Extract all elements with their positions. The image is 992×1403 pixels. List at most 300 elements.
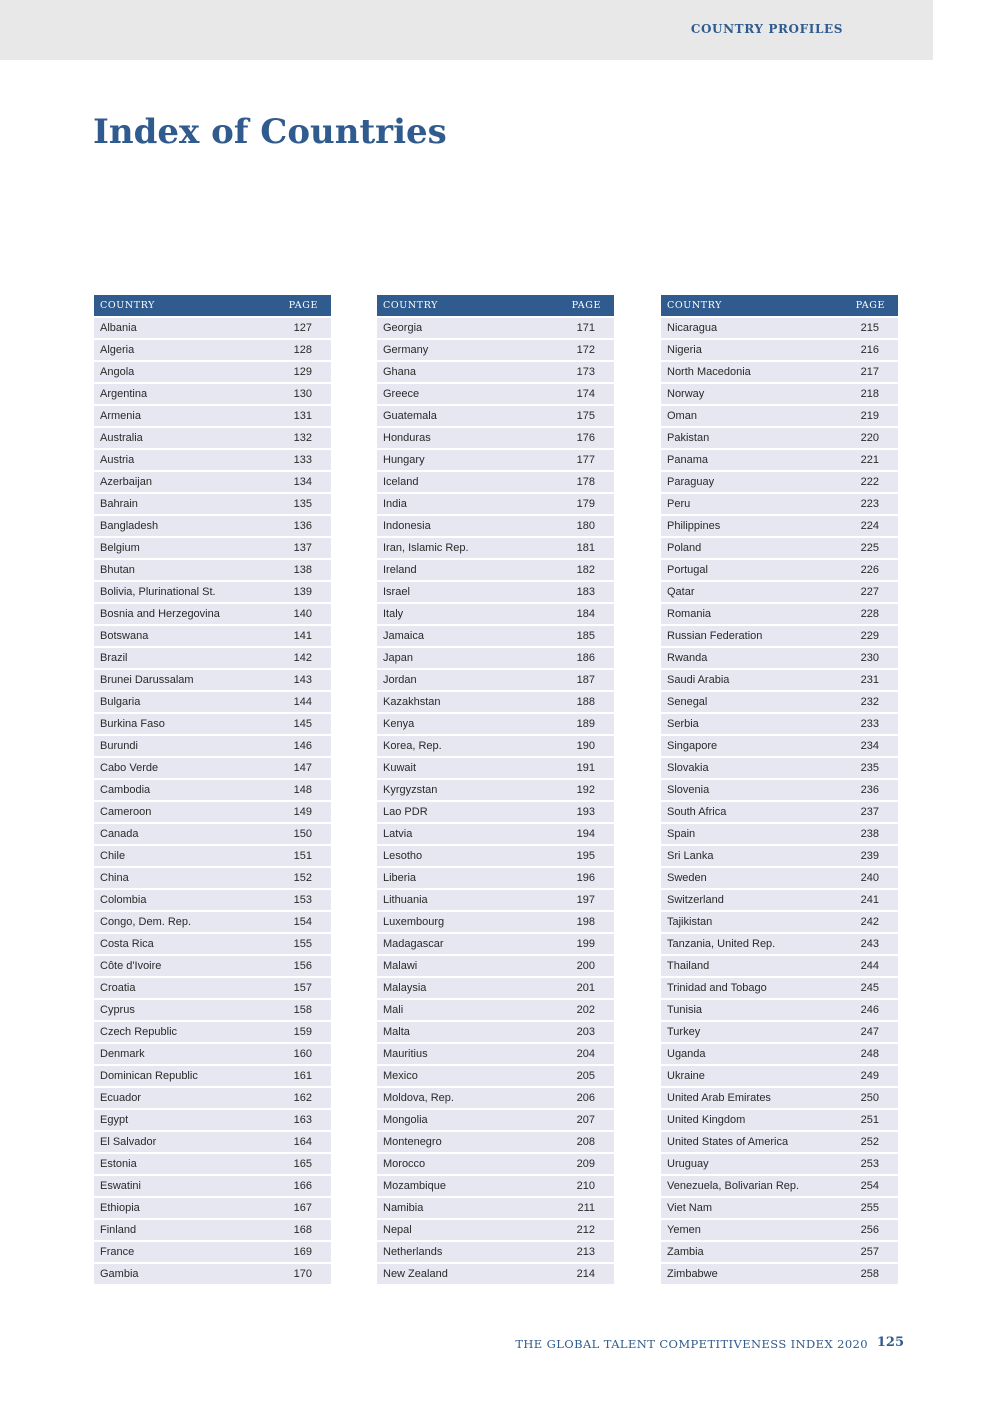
country-name: Tanzania, United Rep. (661, 933, 836, 955)
table-row (377, 647, 614, 669)
table-header-row (377, 295, 614, 317)
country-name: Liberia (377, 867, 552, 889)
country-name: Serbia (661, 713, 836, 735)
table-row (661, 735, 898, 757)
page-number: 256 (836, 1219, 898, 1241)
country-name: Argentina (94, 383, 269, 405)
country-column-header: COUNTRY (661, 295, 836, 317)
page-number: 183 (552, 581, 614, 603)
page-number: 148 (269, 779, 331, 801)
page-number: 205 (552, 1065, 614, 1087)
country-name: Moldova, Rep. (377, 1087, 552, 1109)
page-number: 200 (552, 955, 614, 977)
country-name: Bahrain (94, 493, 269, 515)
table-row (661, 537, 898, 559)
table-row (94, 933, 331, 955)
table-row (377, 515, 614, 537)
country-name: Norway (661, 383, 836, 405)
page-number: 240 (836, 867, 898, 889)
table-row (94, 691, 331, 713)
table-row (661, 405, 898, 427)
country-name: Jamaica (377, 625, 552, 647)
page-number: 254 (836, 1175, 898, 1197)
country-name: Romania (661, 603, 836, 625)
table-row (94, 823, 331, 845)
table-row (377, 1131, 614, 1153)
footer-publication-title: THE GLOBAL TALENT COMPETITIVENESS INDEX 2020 (515, 1337, 868, 1351)
table-row (94, 581, 331, 603)
page-number: 127 (269, 317, 331, 339)
section-label: COUNTRY PROFILES (690, 22, 843, 36)
country-name: Ghana (377, 361, 552, 383)
country-name: Honduras (377, 427, 552, 449)
country-name: Namibia (377, 1197, 552, 1219)
country-name: Latvia (377, 823, 552, 845)
table-row (377, 999, 614, 1021)
table-row (94, 515, 331, 537)
page-number: 133 (269, 449, 331, 471)
page-number: 243 (836, 933, 898, 955)
country-name: Greece (377, 383, 552, 405)
table-row (661, 1153, 898, 1175)
country-name: Singapore (661, 735, 836, 757)
page-number: 143 (269, 669, 331, 691)
country-name: Bangladesh (94, 515, 269, 537)
table-row (661, 1087, 898, 1109)
footer-page-number: 125 (876, 1335, 904, 1350)
table-row (661, 647, 898, 669)
page-number: 129 (269, 361, 331, 383)
country-name: United Arab Emirates (661, 1087, 836, 1109)
table-row (661, 427, 898, 449)
country-name: Kyrgyzstan (377, 779, 552, 801)
table-row (94, 1087, 331, 1109)
country-name: Pakistan (661, 427, 836, 449)
country-name: Cambodia (94, 779, 269, 801)
page-number: 139 (269, 581, 331, 603)
page-number: 204 (552, 1043, 614, 1065)
country-name: El Salvador (94, 1131, 269, 1153)
table-row (377, 1241, 614, 1263)
country-name: Eswatini (94, 1175, 269, 1197)
table-row (94, 713, 331, 735)
country-name: Belgium (94, 537, 269, 559)
country-name: Tajikistan (661, 911, 836, 933)
country-name: Georgia (377, 317, 552, 339)
country-name: Zambia (661, 1241, 836, 1263)
page-number: 227 (836, 581, 898, 603)
table-row (94, 867, 331, 889)
page-number: 180 (552, 515, 614, 537)
page-number: 246 (836, 999, 898, 1021)
page-number: 249 (836, 1065, 898, 1087)
page-column-header: PAGE (269, 295, 331, 317)
country-name: Egypt (94, 1109, 269, 1131)
table-row (94, 471, 331, 493)
country-name: Portugal (661, 559, 836, 581)
page-number: 145 (269, 713, 331, 735)
page-number: 231 (836, 669, 898, 691)
country-name: Côte d'Ivoire (94, 955, 269, 977)
country-name: Zimbabwe (661, 1263, 836, 1284)
page-number: 185 (552, 625, 614, 647)
table-row (377, 581, 614, 603)
table-row (661, 845, 898, 867)
page-number: 255 (836, 1197, 898, 1219)
table-row (661, 1241, 898, 1263)
country-name: Bosnia and Herzegovina (94, 603, 269, 625)
page-number: 208 (552, 1131, 614, 1153)
page-number: 169 (269, 1241, 331, 1263)
page-number: 179 (552, 493, 614, 515)
country-name: North Macedonia (661, 361, 836, 383)
country-name: Germany (377, 339, 552, 361)
page-number: 238 (836, 823, 898, 845)
country-name: Malaysia (377, 977, 552, 999)
table-row (661, 955, 898, 977)
country-name: Mali (377, 999, 552, 1021)
table-row (661, 449, 898, 471)
table-row (661, 801, 898, 823)
page-number: 225 (836, 537, 898, 559)
country-name: Russian Federation (661, 625, 836, 647)
table-row (94, 779, 331, 801)
country-name: Paraguay (661, 471, 836, 493)
country-name: Chile (94, 845, 269, 867)
page-number: 177 (552, 449, 614, 471)
country-name: Estonia (94, 1153, 269, 1175)
country-name: Trinidad and Tobago (661, 977, 836, 999)
page-number: 153 (269, 889, 331, 911)
country-name: Mozambique (377, 1175, 552, 1197)
table-row (94, 339, 331, 361)
page-number: 159 (269, 1021, 331, 1043)
page-number: 244 (836, 955, 898, 977)
table-row (661, 603, 898, 625)
country-name: India (377, 493, 552, 515)
table-row (377, 1153, 614, 1175)
table-row (94, 449, 331, 471)
country-name: Cabo Verde (94, 757, 269, 779)
page-number: 181 (552, 537, 614, 559)
table-row (94, 977, 331, 999)
table-row (94, 559, 331, 581)
page-number: 219 (836, 405, 898, 427)
country-name: Italy (377, 603, 552, 625)
country-name: Czech Republic (94, 1021, 269, 1043)
table-row (661, 867, 898, 889)
country-name: Mexico (377, 1065, 552, 1087)
page-number: 151 (269, 845, 331, 867)
page-number: 174 (552, 383, 614, 405)
page-number: 214 (552, 1263, 614, 1284)
table-row (661, 1065, 898, 1087)
country-name: Jordan (377, 669, 552, 691)
table-row (94, 1109, 331, 1131)
table-row (377, 1065, 614, 1087)
page-number: 178 (552, 471, 614, 493)
table-row (661, 361, 898, 383)
country-index-table-3 (661, 295, 898, 1284)
country-name: Congo, Dem. Rep. (94, 911, 269, 933)
table-row (377, 537, 614, 559)
table-row (377, 1263, 614, 1284)
page-number: 142 (269, 647, 331, 669)
country-name: Bhutan (94, 559, 269, 581)
country-name: Panama (661, 449, 836, 471)
page-number: 188 (552, 691, 614, 713)
table-row (377, 845, 614, 867)
table-row (661, 317, 898, 339)
table-body (661, 317, 898, 1284)
page-number: 199 (552, 933, 614, 955)
page-number: 206 (552, 1087, 614, 1109)
table-row (661, 1109, 898, 1131)
page-number: 197 (552, 889, 614, 911)
country-name: Colombia (94, 889, 269, 911)
page-number: 128 (269, 339, 331, 361)
table-row (661, 999, 898, 1021)
table-row (377, 449, 614, 471)
country-name: Algeria (94, 339, 269, 361)
table-row (377, 317, 614, 339)
table-row (661, 1197, 898, 1219)
page-number: 192 (552, 779, 614, 801)
table-row (94, 1065, 331, 1087)
country-name: Cyprus (94, 999, 269, 1021)
country-name: Slovenia (661, 779, 836, 801)
table-row (377, 867, 614, 889)
country-name: Japan (377, 647, 552, 669)
table-row (377, 383, 614, 405)
country-name: New Zealand (377, 1263, 552, 1284)
country-name: Armenia (94, 405, 269, 427)
country-index-table-1 (94, 295, 331, 1284)
table-row (661, 339, 898, 361)
page-number: 216 (836, 339, 898, 361)
country-name: Lithuania (377, 889, 552, 911)
page-number: 140 (269, 603, 331, 625)
page-number: 163 (269, 1109, 331, 1131)
page-number: 239 (836, 845, 898, 867)
table-body (377, 317, 614, 1284)
header-band (0, 0, 933, 60)
page-number: 146 (269, 735, 331, 757)
table-row (661, 757, 898, 779)
table-row (94, 647, 331, 669)
page-number: 230 (836, 647, 898, 669)
table-row (377, 493, 614, 515)
country-name: Israel (377, 581, 552, 603)
page-number: 250 (836, 1087, 898, 1109)
table-row (94, 1263, 331, 1284)
table-row (661, 713, 898, 735)
country-name: Kenya (377, 713, 552, 735)
country-name: Montenegro (377, 1131, 552, 1153)
table-row (377, 1197, 614, 1219)
page-number: 258 (836, 1263, 898, 1284)
table-row (377, 779, 614, 801)
page-number: 162 (269, 1087, 331, 1109)
page-number: 132 (269, 427, 331, 449)
country-name: Viet Nam (661, 1197, 836, 1219)
page-number: 135 (269, 493, 331, 515)
table-row (94, 889, 331, 911)
country-name: Iran, Islamic Rep. (377, 537, 552, 559)
table-row (94, 845, 331, 867)
page-number: 172 (552, 339, 614, 361)
page-number: 229 (836, 625, 898, 647)
page-number: 189 (552, 713, 614, 735)
table-row (377, 977, 614, 999)
table-row (661, 779, 898, 801)
page-number: 173 (552, 361, 614, 383)
table-row (661, 1175, 898, 1197)
page-number: 167 (269, 1197, 331, 1219)
page-number: 150 (269, 823, 331, 845)
country-name: Spain (661, 823, 836, 845)
page-number: 212 (552, 1219, 614, 1241)
table-row (661, 493, 898, 515)
country-name: Malawi (377, 955, 552, 977)
table-row (377, 559, 614, 581)
table-row (94, 625, 331, 647)
country-name: Philippines (661, 515, 836, 537)
page-number: 196 (552, 867, 614, 889)
country-name: Poland (661, 537, 836, 559)
page-number: 251 (836, 1109, 898, 1131)
country-name: Thailand (661, 955, 836, 977)
country-name: Kuwait (377, 757, 552, 779)
page-number: 190 (552, 735, 614, 757)
page-number: 131 (269, 405, 331, 427)
page-number: 201 (552, 977, 614, 999)
table-row (377, 1175, 614, 1197)
table-body (94, 317, 331, 1284)
country-name: Brazil (94, 647, 269, 669)
page-number: 218 (836, 383, 898, 405)
country-name: Madagascar (377, 933, 552, 955)
table-row (661, 581, 898, 603)
country-name: Mongolia (377, 1109, 552, 1131)
page-number: 134 (269, 471, 331, 493)
table-row (377, 1043, 614, 1065)
page-number: 166 (269, 1175, 331, 1197)
page-column-header: PAGE (836, 295, 898, 317)
country-name: Burkina Faso (94, 713, 269, 735)
page-number: 168 (269, 1219, 331, 1241)
table-row (661, 383, 898, 405)
country-name: Finland (94, 1219, 269, 1241)
table-row (661, 889, 898, 911)
table-row (377, 1021, 614, 1043)
table-row (94, 493, 331, 515)
country-name: Mauritius (377, 1043, 552, 1065)
page-number: 237 (836, 801, 898, 823)
table-row (94, 427, 331, 449)
country-name: Lesotho (377, 845, 552, 867)
country-name: Yemen (661, 1219, 836, 1241)
country-column-header: COUNTRY (377, 295, 552, 317)
table-row (94, 405, 331, 427)
country-name: Bulgaria (94, 691, 269, 713)
page-number: 203 (552, 1021, 614, 1043)
page-number: 234 (836, 735, 898, 757)
table-row (661, 1021, 898, 1043)
country-name: Oman (661, 405, 836, 427)
table-row (377, 405, 614, 427)
table-row (94, 537, 331, 559)
country-name: Cameroon (94, 801, 269, 823)
country-name: Azerbaijan (94, 471, 269, 493)
page-number: 157 (269, 977, 331, 999)
country-name: Guatemala (377, 405, 552, 427)
table-row (661, 471, 898, 493)
page-number: 171 (552, 317, 614, 339)
table-row (94, 911, 331, 933)
country-name: Denmark (94, 1043, 269, 1065)
page-number: 252 (836, 1131, 898, 1153)
page-number: 138 (269, 559, 331, 581)
country-name: Korea, Rep. (377, 735, 552, 757)
country-name: Ukraine (661, 1065, 836, 1087)
country-name: Luxembourg (377, 911, 552, 933)
country-name: Ethiopia (94, 1197, 269, 1219)
country-name: Ecuador (94, 1087, 269, 1109)
country-name: Nicaragua (661, 317, 836, 339)
table-row (661, 515, 898, 537)
table-row (377, 1219, 614, 1241)
page-number: 224 (836, 515, 898, 537)
country-name: Saudi Arabia (661, 669, 836, 691)
table-row (377, 1087, 614, 1109)
page-number: 241 (836, 889, 898, 911)
table-row (94, 383, 331, 405)
country-name: Lao PDR (377, 801, 552, 823)
page-number: 149 (269, 801, 331, 823)
page-title: Index of Countries (93, 112, 447, 152)
page-number: 182 (552, 559, 614, 581)
page-number: 193 (552, 801, 614, 823)
table-row (661, 911, 898, 933)
table-row (377, 1109, 614, 1131)
table-row (377, 735, 614, 757)
country-name: Gambia (94, 1263, 269, 1284)
table-row (377, 603, 614, 625)
page-number: 170 (269, 1263, 331, 1284)
table-row (661, 977, 898, 999)
table-row (94, 801, 331, 823)
table-row (661, 559, 898, 581)
page-number: 160 (269, 1043, 331, 1065)
country-name: South Africa (661, 801, 836, 823)
country-name: Albania (94, 317, 269, 339)
table-row (94, 361, 331, 383)
table-row (94, 999, 331, 1021)
page-number: 147 (269, 757, 331, 779)
country-name: China (94, 867, 269, 889)
table-row (661, 933, 898, 955)
page-number: 213 (552, 1241, 614, 1263)
country-name: Turkey (661, 1021, 836, 1043)
table-row (377, 669, 614, 691)
page-number: 245 (836, 977, 898, 999)
page-number: 228 (836, 603, 898, 625)
country-name: Netherlands (377, 1241, 552, 1263)
page-number: 257 (836, 1241, 898, 1263)
country-name: Nigeria (661, 339, 836, 361)
page-number: 164 (269, 1131, 331, 1153)
